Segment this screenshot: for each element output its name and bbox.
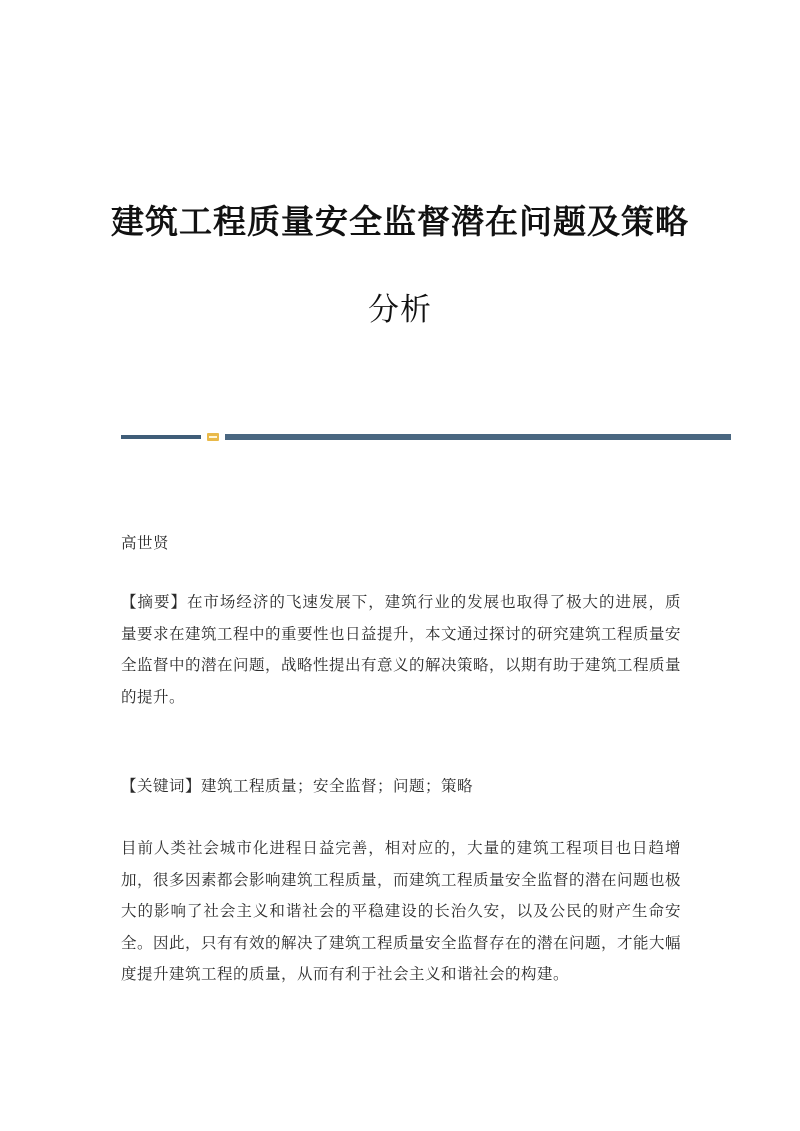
keywords-paragraph xyxy=(121,771,681,803)
divider-bar-right xyxy=(225,434,731,440)
title-divider xyxy=(121,433,731,441)
keywords-label: 【关键词】 xyxy=(121,777,202,795)
divider-bar-left xyxy=(121,435,201,439)
title-line-1: 建筑工程质量安全监督潜在问题及策略 xyxy=(111,202,689,241)
abstract-text: 在市场经济的飞速发展下，建筑行业的发展也取得了极大的进展，质量要求在建筑工程中的重要性也日益提升，本文通过探讨的研究建筑工程质量安全监督中的潜在问题，战略性提出有意义的解决策略，以期有助于建筑工程质量的提升。 xyxy=(121,593,682,706)
divider-emblem-icon xyxy=(207,433,219,441)
abstract-paragraph xyxy=(121,587,681,713)
body-paragraph: 目前人类社会城市化进程日益完善，相对应的，大量的建筑工程项目也日趋增加，很多因素都会影响建筑工程质量，而建筑工程质量安全监督的潜在问题也极大的影响了社会主义和谐社会的平稳建设的长治久安，以及公民的财产生命安全。因此，只有有效的解决了建筑工程质量安全监督存在的潜在问题，才能大幅度提升建筑工程的质量，从而有利于社会主义和谐社会的构建。 xyxy=(121,839,682,983)
title-line-2: 分析 xyxy=(368,292,432,328)
keywords-text: 建筑工程质量；安全监督；问题；策略 xyxy=(201,777,474,795)
abstract-label: 【摘要】 xyxy=(121,593,187,611)
author-name: 高世贤 xyxy=(121,534,170,552)
